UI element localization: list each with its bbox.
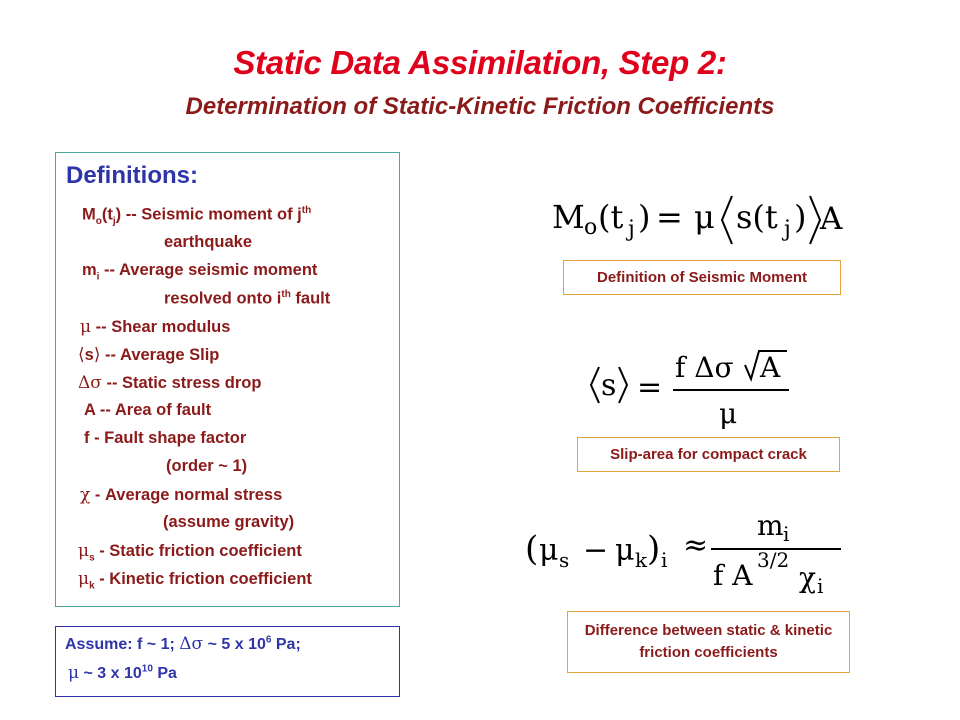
slide-title: Static Data Assimilation, Step 2: <box>233 44 727 81</box>
svg-text:): ) <box>638 198 651 236</box>
svg-text:μ: μ <box>719 397 738 430</box>
svg-text:3/2: 3/2 <box>757 548 790 572</box>
definitions-heading: Definitions: <box>66 162 198 189</box>
assumption-line-2: μ ~ 3 x $10^{10}$ Pa <box>68 663 177 683</box>
def-shape-factor: f - Fault shape factor <box>84 429 247 447</box>
def-normal-stress: χ - Average normal stress <box>80 485 283 505</box>
svg-text:k: k <box>635 548 648 572</box>
def-kinetic-friction: $\mu_k$ - Kinetic friction coefficient <box>78 569 312 592</box>
def-fault-area: A -- Area of fault <box>84 401 212 419</box>
def-average-moment-cont: resolved onto $i^{th}$ fault <box>164 289 331 308</box>
svg-text:i: i <box>783 522 790 546</box>
def-average-slip: ⟨s⟩ -- Average Slip <box>78 345 220 365</box>
svg-text:s(t: s(t <box>736 198 778 236</box>
svg-text:=: = <box>637 370 663 405</box>
def-normal-stress-cont: (assume gravity) <box>163 513 295 531</box>
svg-text:(t: (t <box>598 198 624 236</box>
label-seismic-moment: Definition of Seismic Moment <box>563 260 841 295</box>
def-static-friction: $\mu_s$ - Static friction coefficient <box>78 541 302 564</box>
friction-difference-equation <box>525 505 845 600</box>
def-shape-factor-cont: (order ~ 1) <box>166 457 248 475</box>
svg-text:i: i <box>817 574 824 598</box>
svg-text:s: s <box>559 548 570 572</box>
svg-text:−: − <box>583 533 609 568</box>
svg-text:m: m <box>757 509 784 542</box>
svg-text:μ: μ <box>694 198 715 236</box>
def-average-moment: $m_i$ -- Average seismic moment <box>82 261 318 283</box>
svg-text:M: M <box>552 198 585 236</box>
def-seismic-moment: $M_o(t_j)$ -- Seismic moment of $j^{th}$ <box>82 205 312 227</box>
svg-text:A: A <box>760 351 781 384</box>
seismic-moment-equation <box>548 190 848 250</box>
def-stress-drop: Δσ -- Static stress drop <box>78 373 262 393</box>
slip-area-equation <box>585 345 795 430</box>
svg-text:): ) <box>794 198 807 236</box>
svg-text:μ: μ <box>615 533 635 568</box>
svg-text:o: o <box>584 215 598 240</box>
svg-text:j: j <box>628 217 635 242</box>
svg-text:): ) <box>647 529 661 569</box>
seismic-moment-area-symbol: A <box>820 201 843 237</box>
svg-text:=: = <box>656 198 683 236</box>
svg-text:f A: f A <box>713 559 753 592</box>
slide-subtitle: Determination of Static-Kinetic Friction Coefficients <box>185 93 775 120</box>
svg-text:f Δσ: f Δσ <box>675 351 734 384</box>
def-seismic-moment-cont: earthquake <box>164 233 253 251</box>
svg-text:j: j <box>784 217 791 242</box>
assumption-line-1: Assume: f ~ 1; Δσ ~ 5 x $10^6$ Pa; <box>65 634 301 654</box>
svg-text:μ: μ <box>539 533 559 568</box>
label-friction-difference: Difference between static & kinetic friction coefficients <box>567 611 850 673</box>
svg-text:(: ( <box>525 529 539 569</box>
svg-text:≈: ≈ <box>683 528 709 563</box>
svg-text:i: i <box>661 548 668 572</box>
def-shear-modulus: μ -- Shear modulus <box>80 317 231 337</box>
svg-text:s: s <box>601 368 617 403</box>
svg-text:χ: χ <box>799 561 816 594</box>
label-slip-area: Slip-area for compact crack <box>577 437 840 472</box>
